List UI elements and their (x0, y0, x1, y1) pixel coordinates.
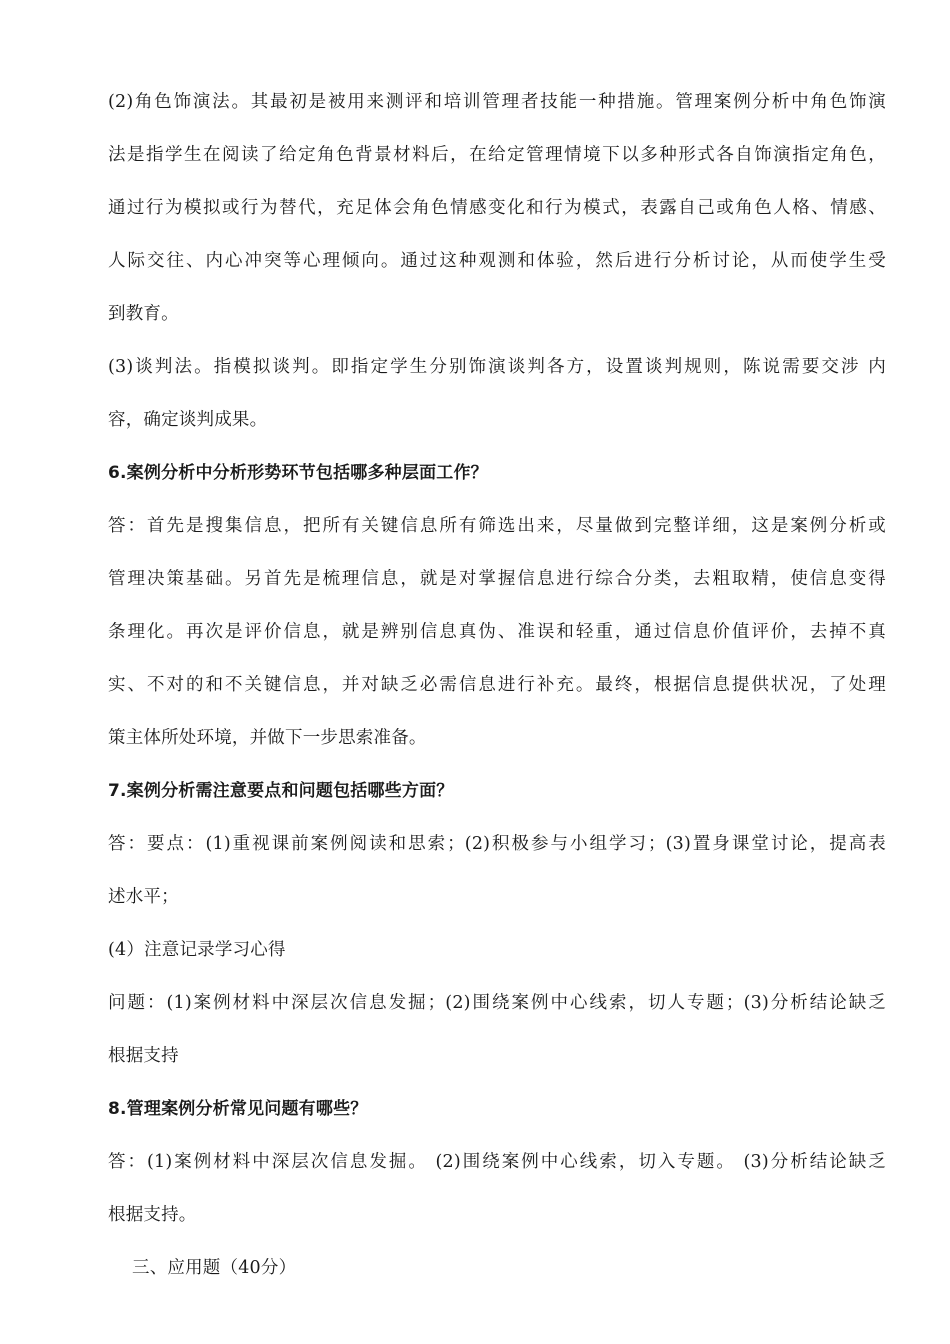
paragraph-line: 人际交往、内心冲突等心理倾向。通过这种观测和体验，然后进行分析讨论，从而使学生受 (108, 251, 886, 271)
paragraph-line: 到教育。 (108, 304, 179, 324)
section-heading: 三、应用题（40分） (132, 1258, 297, 1278)
paragraph-line: 策主体所处环境，并做下一步思索准备。 (108, 728, 427, 748)
question-heading: 6.案例分析中分析形势环节包括哪多种层面工作？ (108, 463, 488, 483)
paragraph-line: 根据支持。 (108, 1205, 197, 1225)
paragraph-line: 通过行为模拟或行为替代，充足体会角色情感变化和行为模式，表露自己或角色人格、情感、 (108, 198, 886, 218)
paragraph-line: (2)角色饰演法。其最初是被用来测评和培训管理者技能一种措施。管理案例分析中角色饰演 (108, 92, 886, 112)
paragraph-line: 实、不对的和不关键信息，并对缺乏必需信息进行补充。最终，根据信息提供状况，了处理 (108, 675, 886, 695)
paragraph-line: 答：首先是搜集信息，把所有关键信息所有筛选出来，尽量做到完整详细，这是案例分析或 (108, 516, 886, 536)
paragraph-line: 法是指学生在阅读了给定角色背景材料后，在给定管理情境下以多种形式各自饰演指定角色， (108, 145, 886, 165)
paragraph-line: (3)谈判法。指模拟谈判。即指定学生分别饰演谈判各方，设置谈判规则，陈说需要交涉 内 (108, 357, 886, 377)
paragraph-line: 述水平； (108, 887, 179, 907)
paragraph-line: (4）注意记录学习心得 (108, 940, 286, 960)
question-heading: 8.管理案例分析常见问题有哪些？ (108, 1099, 368, 1119)
question-heading: 7.案例分析需注意要点和问题包括哪些方面？ (108, 781, 454, 801)
paragraph-line: 根据支持 (108, 1046, 179, 1066)
paragraph-line: 管理决策基础。另首先是梳理信息，就是对掌握信息进行综合分类，去粗取精，使信息变得 (108, 569, 886, 589)
document-page (108, 76, 886, 1295)
paragraph-line: 答：要点：(1)重视课前案例阅读和思索；(2)积极参与小组学习；(3)置身课堂讨论，提高表 (108, 834, 886, 854)
paragraph-line: 容，确定谈判成果。 (108, 410, 268, 430)
paragraph-line: 问题：(1)案例材料中深层次信息发掘；(2)围绕案例中心线索，切人专题；(3)分析结论缺乏 (108, 993, 886, 1013)
paragraph-line: 答：(1)案例材料中深层次信息发掘。 (2)围绕案例中心线索，切入专题。 (3)分析结论缺乏 (108, 1152, 886, 1172)
paragraph-line: 条理化。再次是评价信息，就是辨别信息真伪、准误和轻重，通过信息价值评价，去掉不真 (108, 622, 886, 642)
